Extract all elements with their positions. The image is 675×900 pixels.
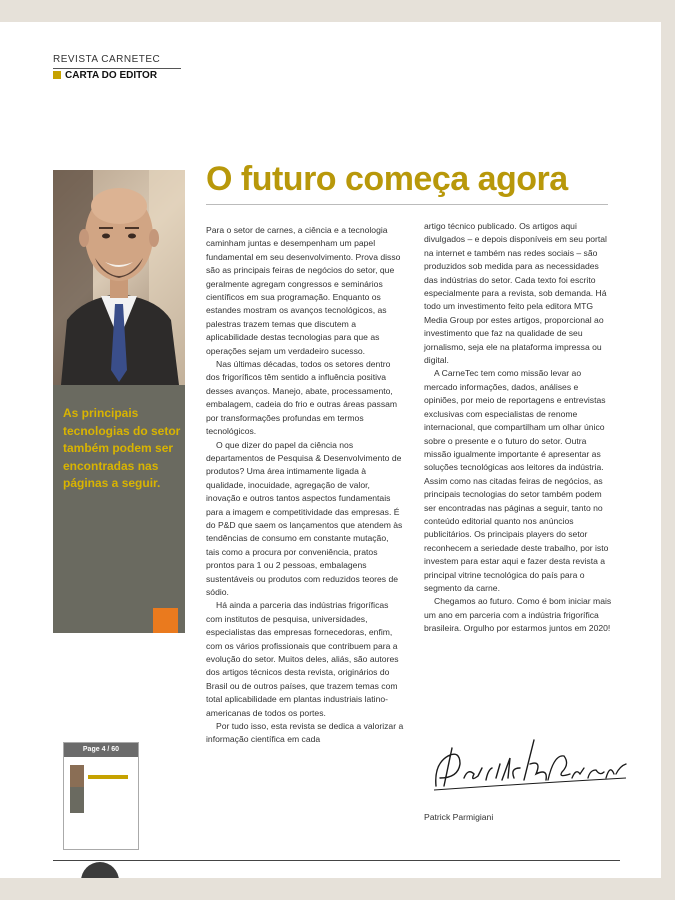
body-column-2 <box>424 220 614 636</box>
footer-rule <box>53 860 620 861</box>
title-rule <box>206 204 608 205</box>
signature-name: Patrick Parmigiani <box>424 812 494 822</box>
magazine-header <box>53 54 161 81</box>
pull-quote-box <box>53 385 185 633</box>
paragraph: Chegamos ao futuro. Como é bom iniciar mais um ano em parceria com a indústria frigorífica brasileira. Orgulho por estarmos juntos em 2020! <box>424 596 612 634</box>
thumbnail-title <box>88 775 128 779</box>
editor-photo <box>53 170 185 385</box>
body-column-1 <box>206 224 404 747</box>
thumbnail-preview <box>64 757 138 763</box>
header-rule <box>53 68 181 69</box>
paragraph: O que dizer do papel da ciência nos departamentos de Pesquisa & Desenvolvimento de produtos? Uma área intimamente ligada à qualidade, inocuidade, agregação de valor, inovação e outros tantos aspectos fundamentais para a imagem e competitividade das empresas. É do P&D que saem os lançamentos que atendem às tendências de consumo em constante mutação, tais como a procura por conveniência, pratos prontos para 1 ou 2 pessoas, embalagens sustentáveis ou produtos com reduzidos teores de sódio. <box>206 439 403 597</box>
orange-square-decoration <box>153 608 178 633</box>
paragraph: A CarneTec tem como missão levar ao mercado informações, dados, análises e opiniões, por meio de reportagens e entrevistas exclusivas com especialistas de renome internacional, que compartilham um olhar único sobre o presente e o futuro do setor. Outra missão igualmente importante é apresentar as soluções tecnológicas aos leitores da indústria. Assim como nas citadas feiras de negócios, as principais tecnologias do setor também podem ser encontradas nas páginas a seguir, tanto no conteúdo editorial quanto nos anúncios publicitários. Os principais players do setor reconhecem a seriedade deste trabalho, por isto investem para estar aqui e fazer desta revista a principal vitrine tecnológica do país para o segmento da carne. <box>424 368 609 593</box>
paragraph: Há ainda a parceria das indústrias frigoríficas com institutos de pesquisa, universidades, especialistas das empresas fornecedoras, enfim, com os vários profissionais que contribuem para a evolução do setor. Muitos deles, aliás, são autores dos artigos técnicos desta revista, originários do Brasil ou de outros países, que trazem temas com total aplicabilidade em plantas industriais latino-americanas de todos os portes. <box>206 600 399 718</box>
paragraph: Por tudo isso, esta revista se dedica a valorizar a informação científica em cada <box>206 721 404 745</box>
magazine-name: REVISTA CARNETEC <box>53 54 161 65</box>
thumbnail-page-label: Page 4 / 60 <box>64 743 138 757</box>
section-label-text: CARTA DO EDITOR <box>65 70 158 81</box>
section-label <box>53 70 157 81</box>
page-thumbnail[interactable] <box>63 742 139 850</box>
section-square-icon <box>53 71 61 79</box>
magazine-page <box>0 22 661 878</box>
paragraph: Para o setor de carnes, a ciência e a tecnologia caminham juntas e desempenham um papel fundamental em seu desenvolvimento. Prova disso são as principais feiras de negócios do setor, que geralmente agregam congressos e seminários científicos em sua programação. Enquanto os estandes mostram os avanços tecnológicos, as palestras trazem temas que discutem a aplicabilidade destas tecnologias para que as operações sejam um verdadeiro sucesso. <box>206 225 401 356</box>
editor-signature <box>430 734 630 809</box>
article-title: O futuro começa agora <box>206 160 568 198</box>
thumbnail-photo <box>70 765 84 787</box>
paragraph: Nas últimas décadas, todos os setores dentro dos frigoríficos têm sentido a influência positiva desses avanços. Manejo, abate, processamento, embalagem, cadeia do frio e outras áreas passam por transformações profundas em termos tecnológicos. <box>206 359 398 437</box>
pull-quote: As principais tecnologias do setor também podem ser encontradas nas páginas a seguir. <box>63 406 181 490</box>
paragraph: artigo técnico publicado. Os artigos aqui divulgados – e depois disponíveis em seu portal na internet e também nas redes sociais – são produzidos sob medida para as necessidades das indústrias do setor. Cada texto foi escrito especialmente para a revista, sob demanda. Há todo um investimento feito pela editora MTG Media Group por estes artigos, proporcional ao investimento que faz na qualidade de seu jornalismo, seja ele na plataforma impressa ou digital. <box>424 221 607 366</box>
thumbnail-quote-box <box>70 787 84 813</box>
viewer-bottom-bar <box>0 878 675 900</box>
